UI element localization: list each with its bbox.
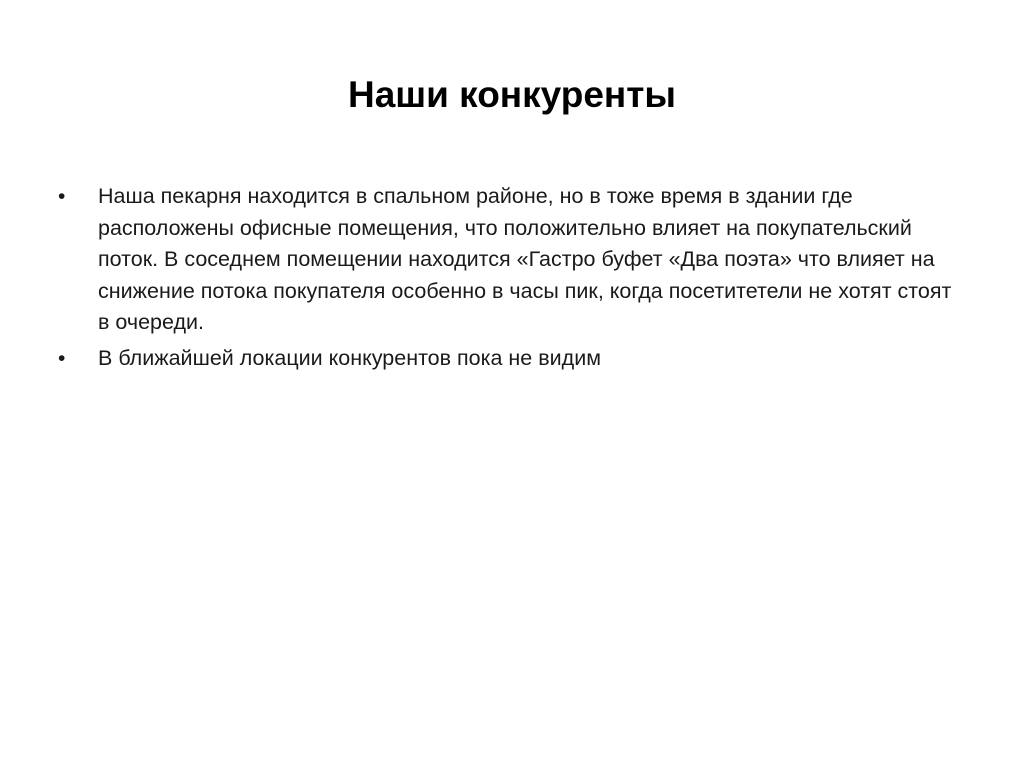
- bullet-item: [58, 343, 968, 375]
- bullet-marker: •: [58, 185, 66, 208]
- bullet-text: В ближайшей локации конкурентов пока не видим: [98, 345, 602, 370]
- bullet-text: Наша пекарня находится в спальном районе, но в тоже время в здании где расположены офисные помещения, что положительно влияет на покупательский поток. В соседнем помещении находится «Гастро буфет «Два поэта» что влияет на снижение потока покупателя особенно в часы пик, когда посетитетели не хотят стоят в очереди.: [98, 184, 952, 334]
- bullet-item: [58, 181, 968, 339]
- bullet-list: [58, 181, 968, 378]
- bullet-marker: •: [58, 346, 66, 370]
- slide-title: Наши конкуренты: [348, 74, 676, 115]
